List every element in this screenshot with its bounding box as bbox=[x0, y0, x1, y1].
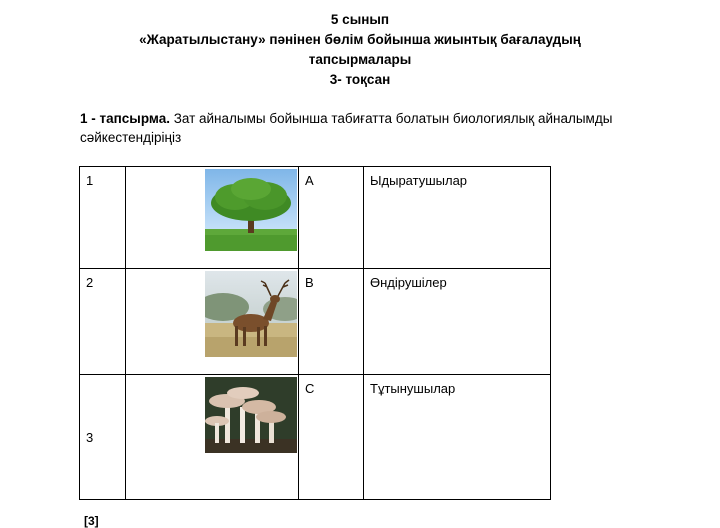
matching-table bbox=[79, 166, 551, 500]
row-number: 3 bbox=[80, 375, 126, 500]
tree-image bbox=[205, 169, 297, 251]
subject-line: «Жаратылыстану» пәнінен бөлім бойынша жиынтық бағалаудың bbox=[139, 32, 581, 47]
deer-image bbox=[205, 271, 297, 357]
task-label: 1 - тапсырма. bbox=[80, 111, 170, 126]
quarter-line: 3- тоқсан bbox=[329, 72, 391, 87]
option-letter: B bbox=[299, 269, 364, 375]
document-header bbox=[0, 10, 720, 90]
task-instruction bbox=[80, 109, 660, 147]
option-term: Ыдыратушылар bbox=[364, 167, 551, 269]
task-text: Зат айналымы бойынша табиғатта болатын биологиялық айналымды сәйкестендіріңіз bbox=[80, 111, 613, 145]
option-term: Өндірушілер bbox=[364, 269, 551, 375]
grade-line: 5 сынып bbox=[330, 12, 390, 27]
row-number: 2 bbox=[80, 269, 126, 375]
option-letter: A bbox=[299, 167, 364, 269]
image-cell bbox=[126, 167, 299, 269]
tasks-line: тапсырмалары bbox=[308, 52, 412, 67]
table-row bbox=[80, 269, 551, 375]
table-row bbox=[80, 375, 551, 500]
option-letter: C bbox=[299, 375, 364, 500]
mushroom-image bbox=[205, 377, 297, 453]
image-cell bbox=[126, 375, 299, 500]
image-cell bbox=[126, 269, 299, 375]
option-term: Тұтынушылар bbox=[364, 375, 551, 500]
score-marker: [3] bbox=[84, 514, 99, 528]
table-row bbox=[80, 167, 551, 269]
row-number: 1 bbox=[80, 167, 126, 269]
